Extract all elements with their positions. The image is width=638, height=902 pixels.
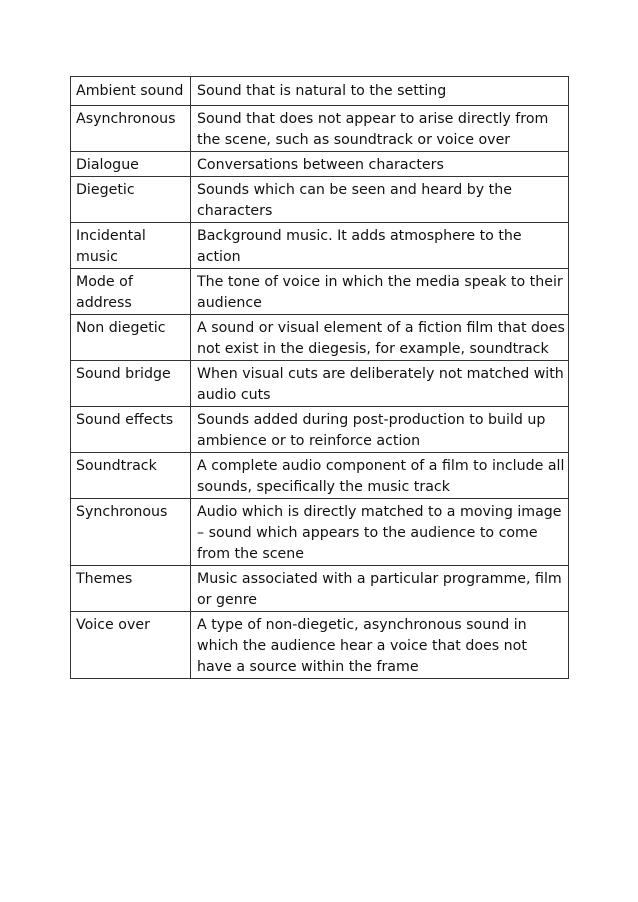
table-row: [71, 361, 569, 407]
term-cell: Synchronous: [71, 499, 191, 566]
term-cell: Non diegetic: [71, 315, 191, 361]
table-row: [71, 453, 569, 499]
glossary-table: [70, 76, 569, 679]
table-row: [71, 315, 569, 361]
table-row: [71, 106, 569, 152]
definition-cell: The tone of voice in which the media speak to their audience: [191, 269, 569, 315]
term-cell: Sound effects: [71, 407, 191, 453]
term-cell: Dialogue: [71, 152, 191, 177]
definition-cell: When visual cuts are deliberately not matched with audio cuts: [191, 361, 569, 407]
glossary-body: [71, 77, 569, 679]
table-row: [71, 407, 569, 453]
term-cell: Diegetic: [71, 177, 191, 223]
table-row: [71, 612, 569, 679]
term-cell: Voice over: [71, 612, 191, 679]
term-cell: Incidental music: [71, 223, 191, 269]
table-row: [71, 177, 569, 223]
definition-cell: Sounds added during post-production to build up ambience or to reinforce action: [191, 407, 569, 453]
definition-cell: A complete audio component of a film to include all sounds, specifically the music track: [191, 453, 569, 499]
table-row: [71, 223, 569, 269]
definition-cell: Background music. It adds atmosphere to the action: [191, 223, 569, 269]
table-row: [71, 152, 569, 177]
term-cell: Mode of address: [71, 269, 191, 315]
definition-cell: Music associated with a particular programme, film or genre: [191, 566, 569, 612]
definition-cell: Sound that does not appear to arise directly from the scene, such as soundtrack or voice over: [191, 106, 569, 152]
definition-cell: A sound or visual element of a fiction film that does not exist in the diegesis, for example, soundtrack: [191, 315, 569, 361]
term-cell: Asynchronous: [71, 106, 191, 152]
table-row: [71, 499, 569, 566]
definition-cell: Conversations between characters: [191, 152, 569, 177]
definition-cell: Audio which is directly matched to a moving image – sound which appears to the audience to come from the scene: [191, 499, 569, 566]
definition-cell: Sound that is natural to the setting: [191, 77, 569, 106]
table-row: [71, 566, 569, 612]
definition-cell: A type of non-diegetic, asynchronous sound in which the audience hear a voice that does not have a source within the frame: [191, 612, 569, 679]
term-cell: Themes: [71, 566, 191, 612]
term-cell: Ambient sound: [71, 77, 191, 106]
term-cell: Soundtrack: [71, 453, 191, 499]
table-row: [71, 77, 569, 106]
term-cell: Sound bridge: [71, 361, 191, 407]
definition-cell: Sounds which can be seen and heard by the characters: [191, 177, 569, 223]
table-row: [71, 269, 569, 315]
